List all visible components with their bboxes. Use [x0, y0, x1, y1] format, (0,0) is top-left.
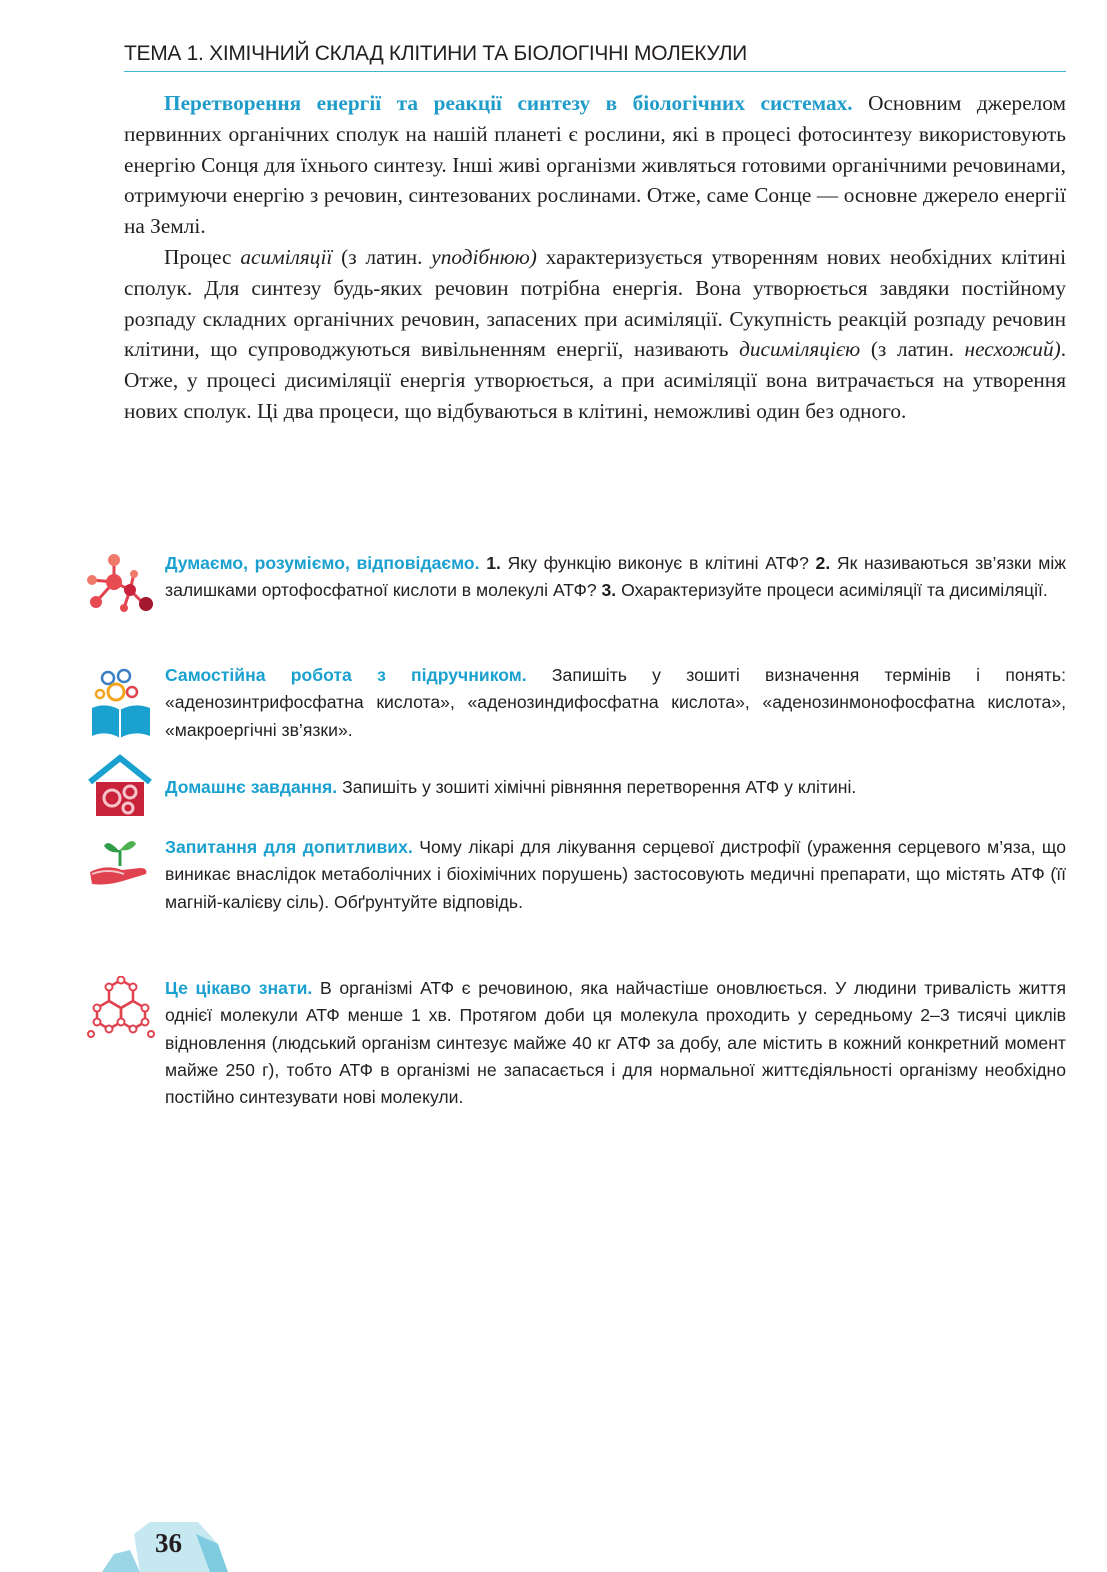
text-run: Процес: [164, 244, 241, 269]
selfwork-heading: Самостійна робота з підручником.: [165, 665, 527, 685]
curious-heading: Запитання для допитливих.: [165, 837, 413, 857]
paragraph-assimilation: [124, 242, 1066, 427]
paragraph-energy: [124, 88, 1066, 242]
selfwork-text: Запишіть у зошиті визначення термінів і понять: «аденозинтрифосфатна кислота», «аденозиндифосфатна кислота», «аденозинмонофосфатна кислота», «макроергічні зв’язки».: [165, 665, 1066, 740]
main-text: [124, 88, 1066, 427]
interesting-box: [165, 975, 1066, 1111]
term-latin-1: уподібнюю): [431, 244, 537, 269]
paragraph-body: Основним джерелом первинних органічних сполук на нашій планеті є рослини, які в процесі фотосинтезу використовують енергію Сонця для їхнього синтезу. Інші живі організми живляться готовими органічними речовинами, отримуючи енергію з речовин, синтезованих рослинами. Отже, саме Сонце — основне джерело енергії на Землі.: [124, 91, 1066, 239]
interesting-heading: Це цікаво знати.: [165, 978, 313, 998]
molecule-icon: [84, 552, 156, 614]
book-gears-icon: [88, 666, 154, 742]
question-number: 1.: [479, 553, 501, 573]
think-heading: Думаємо, розуміємо, відповідаємо.: [165, 553, 480, 573]
think-box: [165, 550, 1066, 605]
page-number: 36: [155, 1528, 182, 1558]
question-number: 3.: [596, 580, 617, 601]
question-number: 2.: [808, 553, 831, 573]
paragraph-lead: Перетворення енергії та реакції синтезу в біологічних системах.: [164, 91, 853, 115]
question-text: Яку функцію виконує в клітині АТФ?: [500, 553, 809, 573]
selfwork-box: [165, 662, 1066, 744]
curious-box: [165, 834, 1066, 916]
text-run: (з латин.: [860, 337, 965, 362]
hand-sprout-icon: [86, 832, 156, 892]
question-text: Як називаються зв’язки між залишками ортофосфатної кислоти в молекулі АТФ?: [165, 553, 1066, 601]
interesting-text: В організмі АТФ є речовиною, яка найчастіше оновлюється. У людини тривалість життя однієї молекули АТФ менше 1 хв. Протягом доби ця молекула проходить у середньому 2–3 тисячі циклів відновлення (людський організм синтезує майже 40 кг АТФ за добу, але містить в кожний конкретний момент майже 250 г), тобто АТФ в організмі не запасається і для нормальної життєдіяльності організму необхідно постійно синтезувати нові молекули.: [165, 978, 1066, 1108]
term-latin-2: несхожий): [964, 337, 1061, 362]
homework-box: [165, 774, 1066, 801]
term-assimilation: асиміляції: [240, 244, 333, 269]
house-gears-icon: [88, 754, 152, 818]
term-dissimilation: дисиміляцією: [739, 337, 861, 362]
homework-text: Запишіть у зошиті хімічні рівняння перетворення АТФ у клітині.: [337, 777, 857, 797]
question-text: Охарактеризуйте процеси асиміляції та дисиміляції.: [616, 580, 1048, 601]
text-run: . Отже, у процесі дисиміляції енергія утворюється, а при асиміляції вона витрачається на утворення нових сполук. Ці два процеси, що відбуваються в клітині, неможливі один без одного.: [124, 337, 1067, 423]
running-header: ТЕМА 1. ХІМІЧНИЙ СКЛАД КЛІТИНИ ТА БІОЛОГІЧНІ МОЛЕКУЛИ: [124, 42, 1066, 72]
curious-text: Чому лікарі для лікування серцевої дистрофії (ураження серцевого м’яза, що виникає внаслідок метаболічних і біохімічних порушень) застосовують медичні препарати, що містять АТФ (її магній-калієву сіль). Обґрунтуйте відповідь.: [165, 837, 1066, 912]
text-run: характеризується утворенням нових необхідних клітині сполук. Для синтезу будь-яких речовин потрібна енергія. Вона утворюється завдяки постійному розпаду складних органічних речовин, запасених при асиміляції. Сукупність реакцій розпаду речовин клітини, що супроводжуються вивільненням енергії, називають: [124, 244, 1066, 362]
text-run: (з латин.: [332, 244, 432, 269]
hexagon-lattice-icon: [84, 976, 158, 1046]
homework-heading: Домашнє завдання.: [165, 777, 338, 797]
